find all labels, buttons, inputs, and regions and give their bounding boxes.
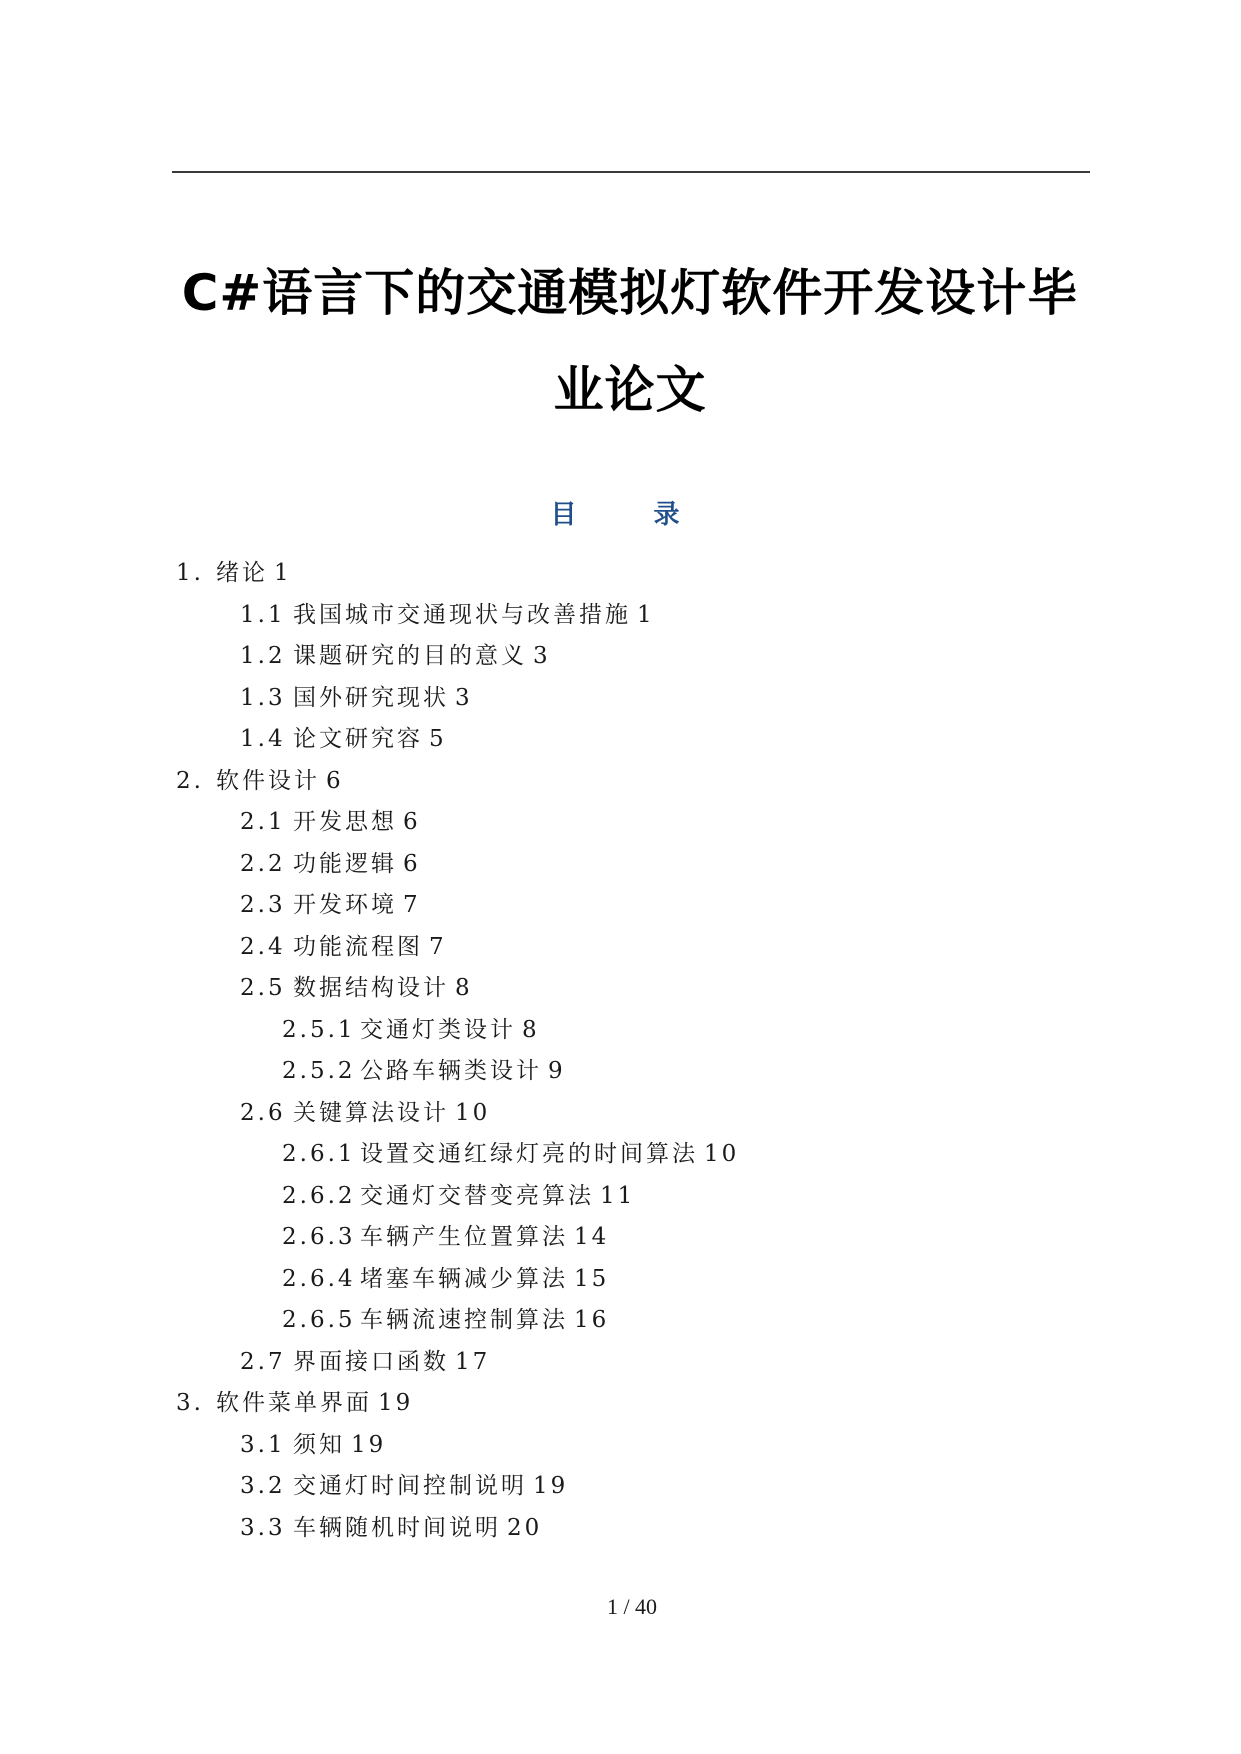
toc-entry-title: 功能逻辑 [293,850,397,877]
toc-entry[interactable] [0,844,1241,886]
toc-entry-title: 数据结构设计 [293,975,449,1001]
toc-entry-number: 2.6.3 [282,1224,356,1250]
toc-entry-number: 2.4 [240,933,286,960]
toc-entry-page: 5 [429,726,447,752]
toc-entry-page: 16 [574,1307,610,1333]
toc-entry-number: 2.6 [240,1099,286,1126]
toc-entry[interactable] [0,595,1241,637]
toc-entry[interactable] [0,1217,1241,1259]
toc-entry-page: 3 [533,643,551,669]
toc-entry-number: 1. [176,560,204,586]
toc-entry-number: 3.1 [240,1431,286,1458]
toc-entry-page: 3 [455,684,473,711]
toc-entry-page: 7 [403,892,421,918]
toc-entry-page: 14 [574,1224,610,1250]
toc-entry-number: 2.1 [240,809,286,835]
toc-entry-number: 2.5 [240,975,286,1001]
toc-entry-number: 2.5.1 [282,1016,356,1043]
toc-entry-title: 课题研究的目的意义 [293,643,527,669]
toc-entry-title: 交通灯类设计 [360,1016,516,1043]
toc-entry[interactable] [0,1010,1241,1052]
toc-entry-number: 3.3 [240,1514,286,1541]
document-title-line-2: 业论文 [553,361,707,419]
header-rule [172,171,1090,173]
toc-entry-page: 20 [507,1514,543,1541]
toc-entry-title: 开发思想 [293,809,397,835]
toc-entry-title: 设置交通红绿灯亮的时间算法 [360,1141,698,1167]
toc-entry[interactable] [0,1051,1241,1093]
toc-entry-title: 软件设计 [216,767,320,794]
toc-entry-page: 10 [704,1141,740,1167]
toc-entry-page: 6 [403,809,421,835]
toc-entry-page: 1 [637,601,655,628]
toc-entry[interactable] [0,927,1241,969]
toc-entry-number: 2.6.5 [282,1307,356,1333]
toc-heading: 目 录 [550,500,714,530]
toc-entry-title: 交通灯时间控制说明 [293,1473,527,1499]
page-number: 1 / 40 [606,1594,658,1619]
toc-entry-number: 3.2 [240,1473,286,1499]
toc-entry-page: 8 [522,1016,540,1043]
toc-entry-title: 堵塞车辆减少算法 [360,1265,568,1292]
toc-entry-number: 3. [176,1390,204,1416]
toc-entry-title: 须知 [293,1431,345,1458]
toc-entry-title: 交通灯交替变亮算法 [360,1182,594,1209]
toc-entry[interactable] [0,1508,1241,1550]
toc-entry-page: 6 [403,850,421,877]
toc-entry[interactable] [0,719,1241,761]
toc-entry-page: 1 [274,560,292,586]
toc-entry-number: 2.6.1 [282,1141,356,1167]
toc-entry-title: 开发环境 [293,892,397,918]
toc-entry-number: 1.2 [240,643,286,669]
toc-entry[interactable] [0,678,1241,720]
toc-entry[interactable] [0,1383,1241,1425]
toc-entry-page: 19 [533,1473,569,1499]
toc-entry-page: 7 [429,933,447,960]
toc-entry-title: 软件菜单界面 [216,1390,372,1416]
toc-entry[interactable] [0,1342,1241,1384]
toc-entry-title: 关键算法设计 [293,1099,449,1126]
toc-entry-number: 1.4 [240,726,286,752]
toc-entry-number: 2.5.2 [282,1058,356,1084]
toc-entry-number: 2.6.4 [282,1265,356,1292]
toc-entry-title: 绪论 [216,560,268,586]
toc-entry-page: 9 [548,1058,566,1084]
toc-entry-title: 功能流程图 [293,933,423,960]
toc-entry[interactable] [0,553,1241,595]
toc-entry[interactable] [0,802,1241,844]
toc-entry-title: 车辆产生位置算法 [360,1224,568,1250]
toc-entry-title: 公路车辆类设计 [360,1058,542,1084]
toc-entry-page: 17 [455,1348,491,1375]
toc-entry[interactable] [0,1259,1241,1301]
toc-entry-number: 1.3 [240,684,286,711]
toc-entry-number: 2.2 [240,850,286,877]
toc-entry[interactable] [0,1466,1241,1508]
toc-entry[interactable] [0,1300,1241,1342]
toc-entry-title: 国外研究现状 [293,684,449,711]
toc-entry[interactable] [0,885,1241,927]
toc-entry-number: 2.3 [240,892,286,918]
toc-entry-title: 车辆随机时间说明 [293,1514,501,1541]
table-of-contents [0,553,1241,1549]
toc-entry-page: 11 [600,1182,636,1209]
toc-entry-page: 19 [351,1431,387,1458]
toc-entry[interactable] [0,1093,1241,1135]
toc-entry-page: 19 [378,1390,414,1416]
toc-entry-number: 2. [176,767,204,794]
toc-entry-title: 论文研究容 [293,726,423,752]
toc-entry[interactable] [0,636,1241,678]
toc-entry-title: 车辆流速控制算法 [360,1307,568,1333]
toc-entry-page: 10 [455,1099,491,1126]
toc-entry[interactable] [0,761,1241,803]
document-title-line-1: C#语言下的交通模拟灯软件开发设计毕 [181,264,1079,322]
toc-entry-page: 8 [455,975,473,1001]
toc-entry-number: 1.1 [240,601,286,628]
toc-entry-number: 2.6.2 [282,1182,356,1209]
toc-entry[interactable] [0,1176,1241,1218]
toc-entry[interactable] [0,1425,1241,1467]
toc-entry-page: 15 [574,1265,610,1292]
document-title [150,245,1110,439]
toc-entry-number: 2.7 [240,1348,286,1375]
toc-entry-title: 我国城市交通现状与改善措施 [293,601,631,628]
toc-entry-title: 界面接口函数 [293,1348,449,1375]
toc-entry-page: 6 [326,767,344,794]
toc-entry[interactable] [0,1134,1241,1176]
toc-entry[interactable] [0,968,1241,1010]
